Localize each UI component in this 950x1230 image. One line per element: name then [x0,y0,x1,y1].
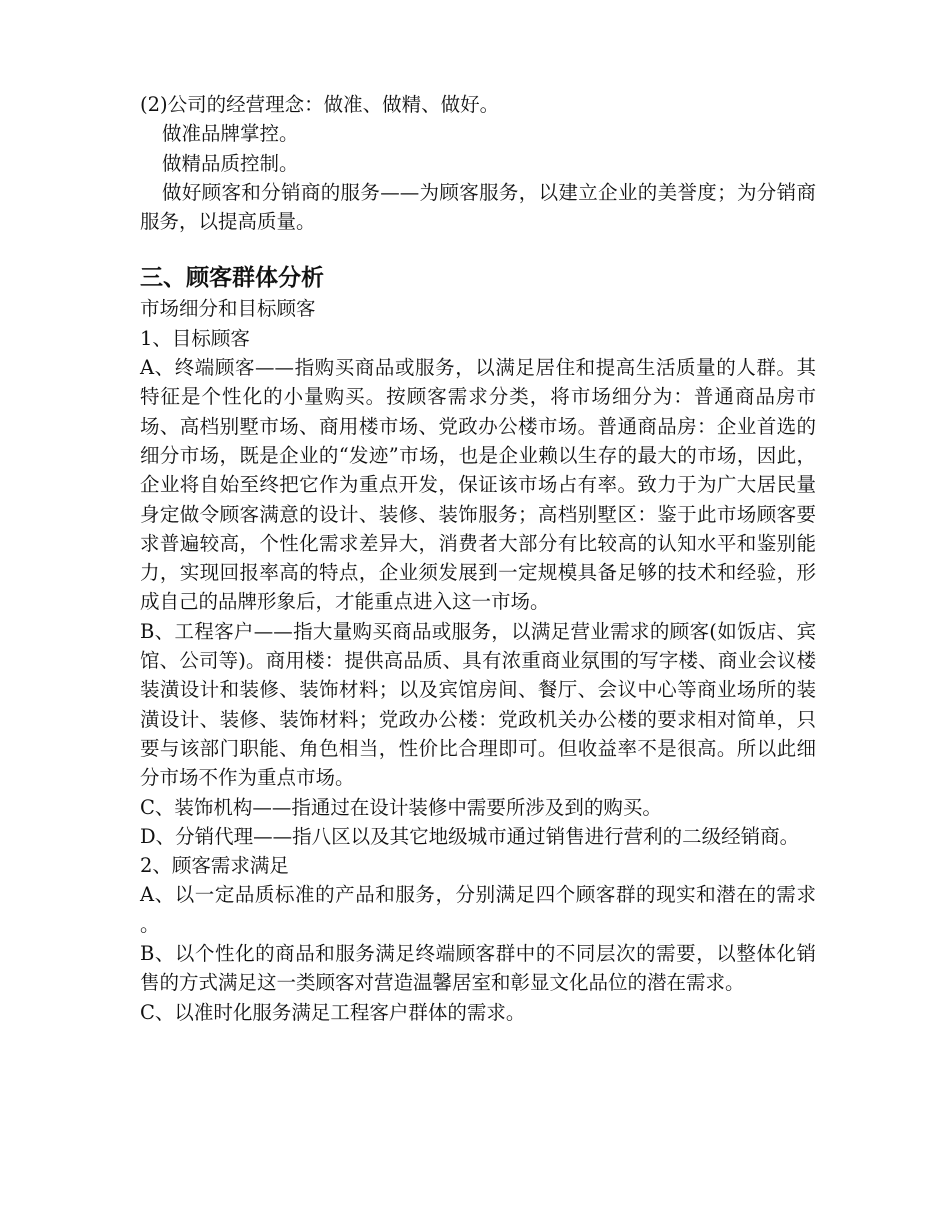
target-customer-title: 1、目标顾客 [140,326,250,350]
need-c-paragraph: C、以准时化服务满足工程客户群体的需求。 [140,1000,526,1024]
quality-control-line: 做精品质控制。 [162,151,299,175]
terminal-customer-paragraph: A、终端顾客——指购买商品或服务，以满足居住和提高生活质量的人群。其特征是个性化的小量购买。按顾客需求分类，将市场细分为：普通商品房市场、高档别墅市场、商用楼市场、党政办公楼市场。普通商品房：企业首选的细分市场，既是企业的“发迹”市场，也是企业赖以生存的最大的市场，因此，企业将自始至终把它作为重点开发，保证该市场占有率。致力于为广大居民量身定做令顾客满意的设计、装修、装饰服务；高档别墅区：鉴于此市场顾客要求普遍较高，个性化需求差异大，消费者大部分有比较高的认知水平和鉴别能力，实现回报率高的特点，企业须发展到一定规模具备足够的技术和经验，形成自己的品牌形象后，才能重点进入这一市场。 [140,356,816,614]
service-paragraph: 做好顾客和分销商的服务——为顾客服务，以建立企业的美誉度；为分销商服务，以提高质量。 [140,180,816,234]
document-page [140,90,816,1027]
distribution-agent-paragraph: D、分销代理——指八区以及其它地级城市通过销售进行营利的二级经销商。 [140,824,800,848]
brand-control-line: 做准品牌掌控。 [162,122,299,146]
customer-needs-title: 2、顾客需求满足 [140,854,289,878]
business-philosophy-line: (2)公司的经营理念：做准、做精、做好。 [140,93,500,116]
decoration-agency-paragraph: C、装饰机构——指通过在设计装修中需要所涉及到的购买。 [140,795,662,819]
section-subtitle: 市场细分和目标顾客 [140,297,316,321]
section-heading: 三、顾客群体分析 [140,265,324,292]
need-b-paragraph: B、以个性化的商品和服务满足终端顾客群中的不同层次的需要，以整体化销售的方式满足这一类顾客对营造温馨居室和彰显文化品位的潜在需求。 [140,942,816,995]
engineering-customer-paragraph: B、工程客户——指大量购买商品或服务，以满足营业需求的顾客(如饭店、宾馆、公司等)。商用楼：提供高品质、具有浓重商业氛围的写字楼、商业会议楼装潢设计和装修、装饰材料；以及宾馆房间、餐厅、会议中心等商业场所的装潢设计、装修、装饰材料；党政办公楼：党政机关办公楼的要求相对简单，只要与该部门职能、角色相当，性价比合理即可。但收益率不是很高。所以此细分市场不作为重点市场。 [140,619,816,790]
need-a-paragraph: A、以一定品质标准的产品和服务，分别满足四个顾客群的现实和潜在的需求 。 [140,883,816,936]
